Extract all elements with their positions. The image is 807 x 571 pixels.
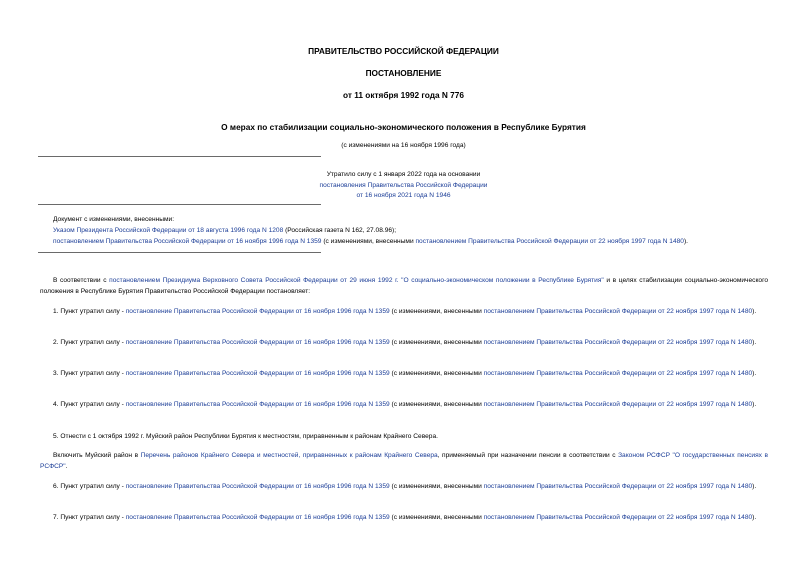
clause-text: (с изменениями, внесенными <box>389 339 484 346</box>
clause-number: 1. <box>53 308 61 315</box>
clause-text: Пункт утратил силу - <box>60 483 126 490</box>
clause-7 <box>40 513 768 524</box>
preamble-text: В соответствии с <box>53 277 110 284</box>
clause-link[interactable]: постановление Правительства Российской Федерации от 16 ноября 1996 года N 1359 <box>125 483 390 490</box>
clause-5 <box>40 432 768 443</box>
include-text: . <box>65 462 68 470</box>
repeal-link-1[interactable]: постановления Правительства Российской Федерации <box>319 181 488 189</box>
clause-text: (с изменениями, внесенными <box>389 308 484 315</box>
clause-number: 4. <box>53 401 61 408</box>
clause-4 <box>40 400 768 411</box>
clause-link[interactable]: постановление Правительства Российской Федерации от 16 ноября 1996 года N 1359 <box>125 401 390 408</box>
clause-link[interactable]: постановлением Правительства Российской Федерации от 22 ноября 1997 года N 1480 <box>483 370 753 377</box>
clause-text: ). <box>752 483 757 490</box>
clause-text: Пункт утратил силу - <box>60 339 126 346</box>
clause-text: Пункт утратил силу - <box>60 514 126 521</box>
clause-link[interactable]: постановление Правительства Российской Федерации от 16 ноября 1996 года N 1359 <box>125 308 390 315</box>
amendment-text: (Российская газета N 162, 27.08.96); <box>283 227 397 234</box>
repeal-status <box>0 170 807 202</box>
clause-6 <box>40 482 768 493</box>
clause-text: (с изменениями, внесенными <box>389 370 484 377</box>
changes-note: (с изменениями на 16 ноября 1996 года) <box>341 142 466 149</box>
include-text: , применяемый при назначении пенсии в соответствии с <box>437 452 619 459</box>
clause-number: 3. <box>53 370 61 377</box>
include-link-1[interactable]: Перечень районов Крайнего Севера и местностей, приравненных к районам Крайнего Севера <box>140 452 438 459</box>
clause-text: (с изменениями, внесенными <box>389 401 484 408</box>
clause-link[interactable]: постановлением Правительства Российской Федерации от 22 ноября 1997 года N 1480 <box>483 308 753 315</box>
repeal-status-text: Утратило силу с 1 января 2022 года на основании <box>326 171 481 178</box>
amendment-line-2 <box>53 237 688 248</box>
divider <box>38 204 321 205</box>
repeal-link-2[interactable]: от 16 ноября 2021 года N 1946 <box>356 192 451 199</box>
document-title: О мерах по стабилизации социально-экономического положения в Республике Бурятия <box>221 122 586 132</box>
amendment-link-2[interactable]: постановлением Правительства Российской Федерации от 16 ноября 1996 года N 1359 <box>53 238 322 245</box>
clause-link[interactable]: постановление Правительства Российской Федерации от 16 ноября 1996 года N 1359 <box>125 370 390 377</box>
clause-2 <box>40 338 768 349</box>
include-text: Включить Муйский район в <box>53 452 141 459</box>
include-link-2[interactable]: Законом РСФСР "О государственных пенсиях в РСФСР" <box>40 452 768 470</box>
document-type-heading: ПОСТАНОВЛЕНИЕ <box>365 68 442 78</box>
divider <box>38 252 321 253</box>
clause-text: ). <box>752 308 757 315</box>
preamble-link[interactable]: постановлением Президиума Верховного Совета Российской Федерации от 29 июня 1992 г. "О социально-экономическом положении в Республике Бурятия" <box>109 277 604 284</box>
clause-text: (с изменениями, внесенными <box>389 514 484 521</box>
clause-3 <box>40 369 768 380</box>
clause-number: 6. <box>53 483 61 490</box>
clause-link[interactable]: постановлением Правительства Российской Федерации от 22 ноября 1997 года N 1480 <box>483 514 753 521</box>
clause-text: ). <box>752 370 757 377</box>
clause-text: ). <box>752 514 757 521</box>
clause-text: ). <box>752 401 757 408</box>
include-paragraph <box>40 451 768 472</box>
clause-text: Пункт утратил силу - <box>60 308 126 315</box>
clause-link[interactable]: постановление Правительства Российской Федерации от 16 ноября 1996 года N 1359 <box>125 339 390 346</box>
clause-1 <box>40 307 768 318</box>
clause-text: ). <box>752 339 757 346</box>
amendment-line-1 <box>53 226 396 237</box>
preamble <box>40 276 768 297</box>
amendment-link-3[interactable]: постановлением Правительства Российской Федерации от 22 ноября 1997 года N 1480 <box>415 238 684 245</box>
preamble-text: и в целях стабилизации социально-экономического положения в Республике Бурятия Правительство Российской Федерации постановляет: <box>40 277 769 295</box>
clause-text: (с изменениями, внесенными <box>389 483 484 490</box>
date-number-heading: от 11 октября 1992 года N 776 <box>342 90 465 100</box>
government-heading: ПРАВИТЕЛЬСТВО РОССИЙСКОЙ ФЕДЕРАЦИИ <box>308 46 499 56</box>
clause-link[interactable]: постановлением Правительства Российской Федерации от 22 ноября 1997 года N 1480 <box>483 483 753 490</box>
amendment-text: (с изменениями, внесенными <box>321 238 416 245</box>
clause-text: Пункт утратил силу - <box>60 370 126 377</box>
amendment-link-1[interactable]: Указом Президента Российской Федерации от 18 августа 1996 года N 1208 <box>53 227 284 234</box>
clause-number: 2. <box>53 339 61 346</box>
clause-link[interactable]: постановлением Правительства Российской Федерации от 22 ноября 1997 года N 1480 <box>483 401 753 408</box>
amendments-intro: Документ с изменениями, внесенными: <box>53 216 175 223</box>
clause-number: 7. <box>53 514 61 521</box>
clause-link[interactable]: постановлением Правительства Российской Федерации от 22 ноября 1997 года N 1480 <box>483 339 753 346</box>
divider <box>38 156 321 157</box>
clause-link[interactable]: постановление Правительства Российской Федерации от 16 ноября 1996 года N 1359 <box>125 514 390 521</box>
clause-text: Пункт утратил силу - <box>60 401 126 408</box>
amendment-text: ). <box>683 238 688 245</box>
clause-text: 5. Отнести с 1 октября 1992 г. Муйский район Республики Бурятия к местностям, приравненным к районам Крайнего Севера. <box>53 433 438 440</box>
